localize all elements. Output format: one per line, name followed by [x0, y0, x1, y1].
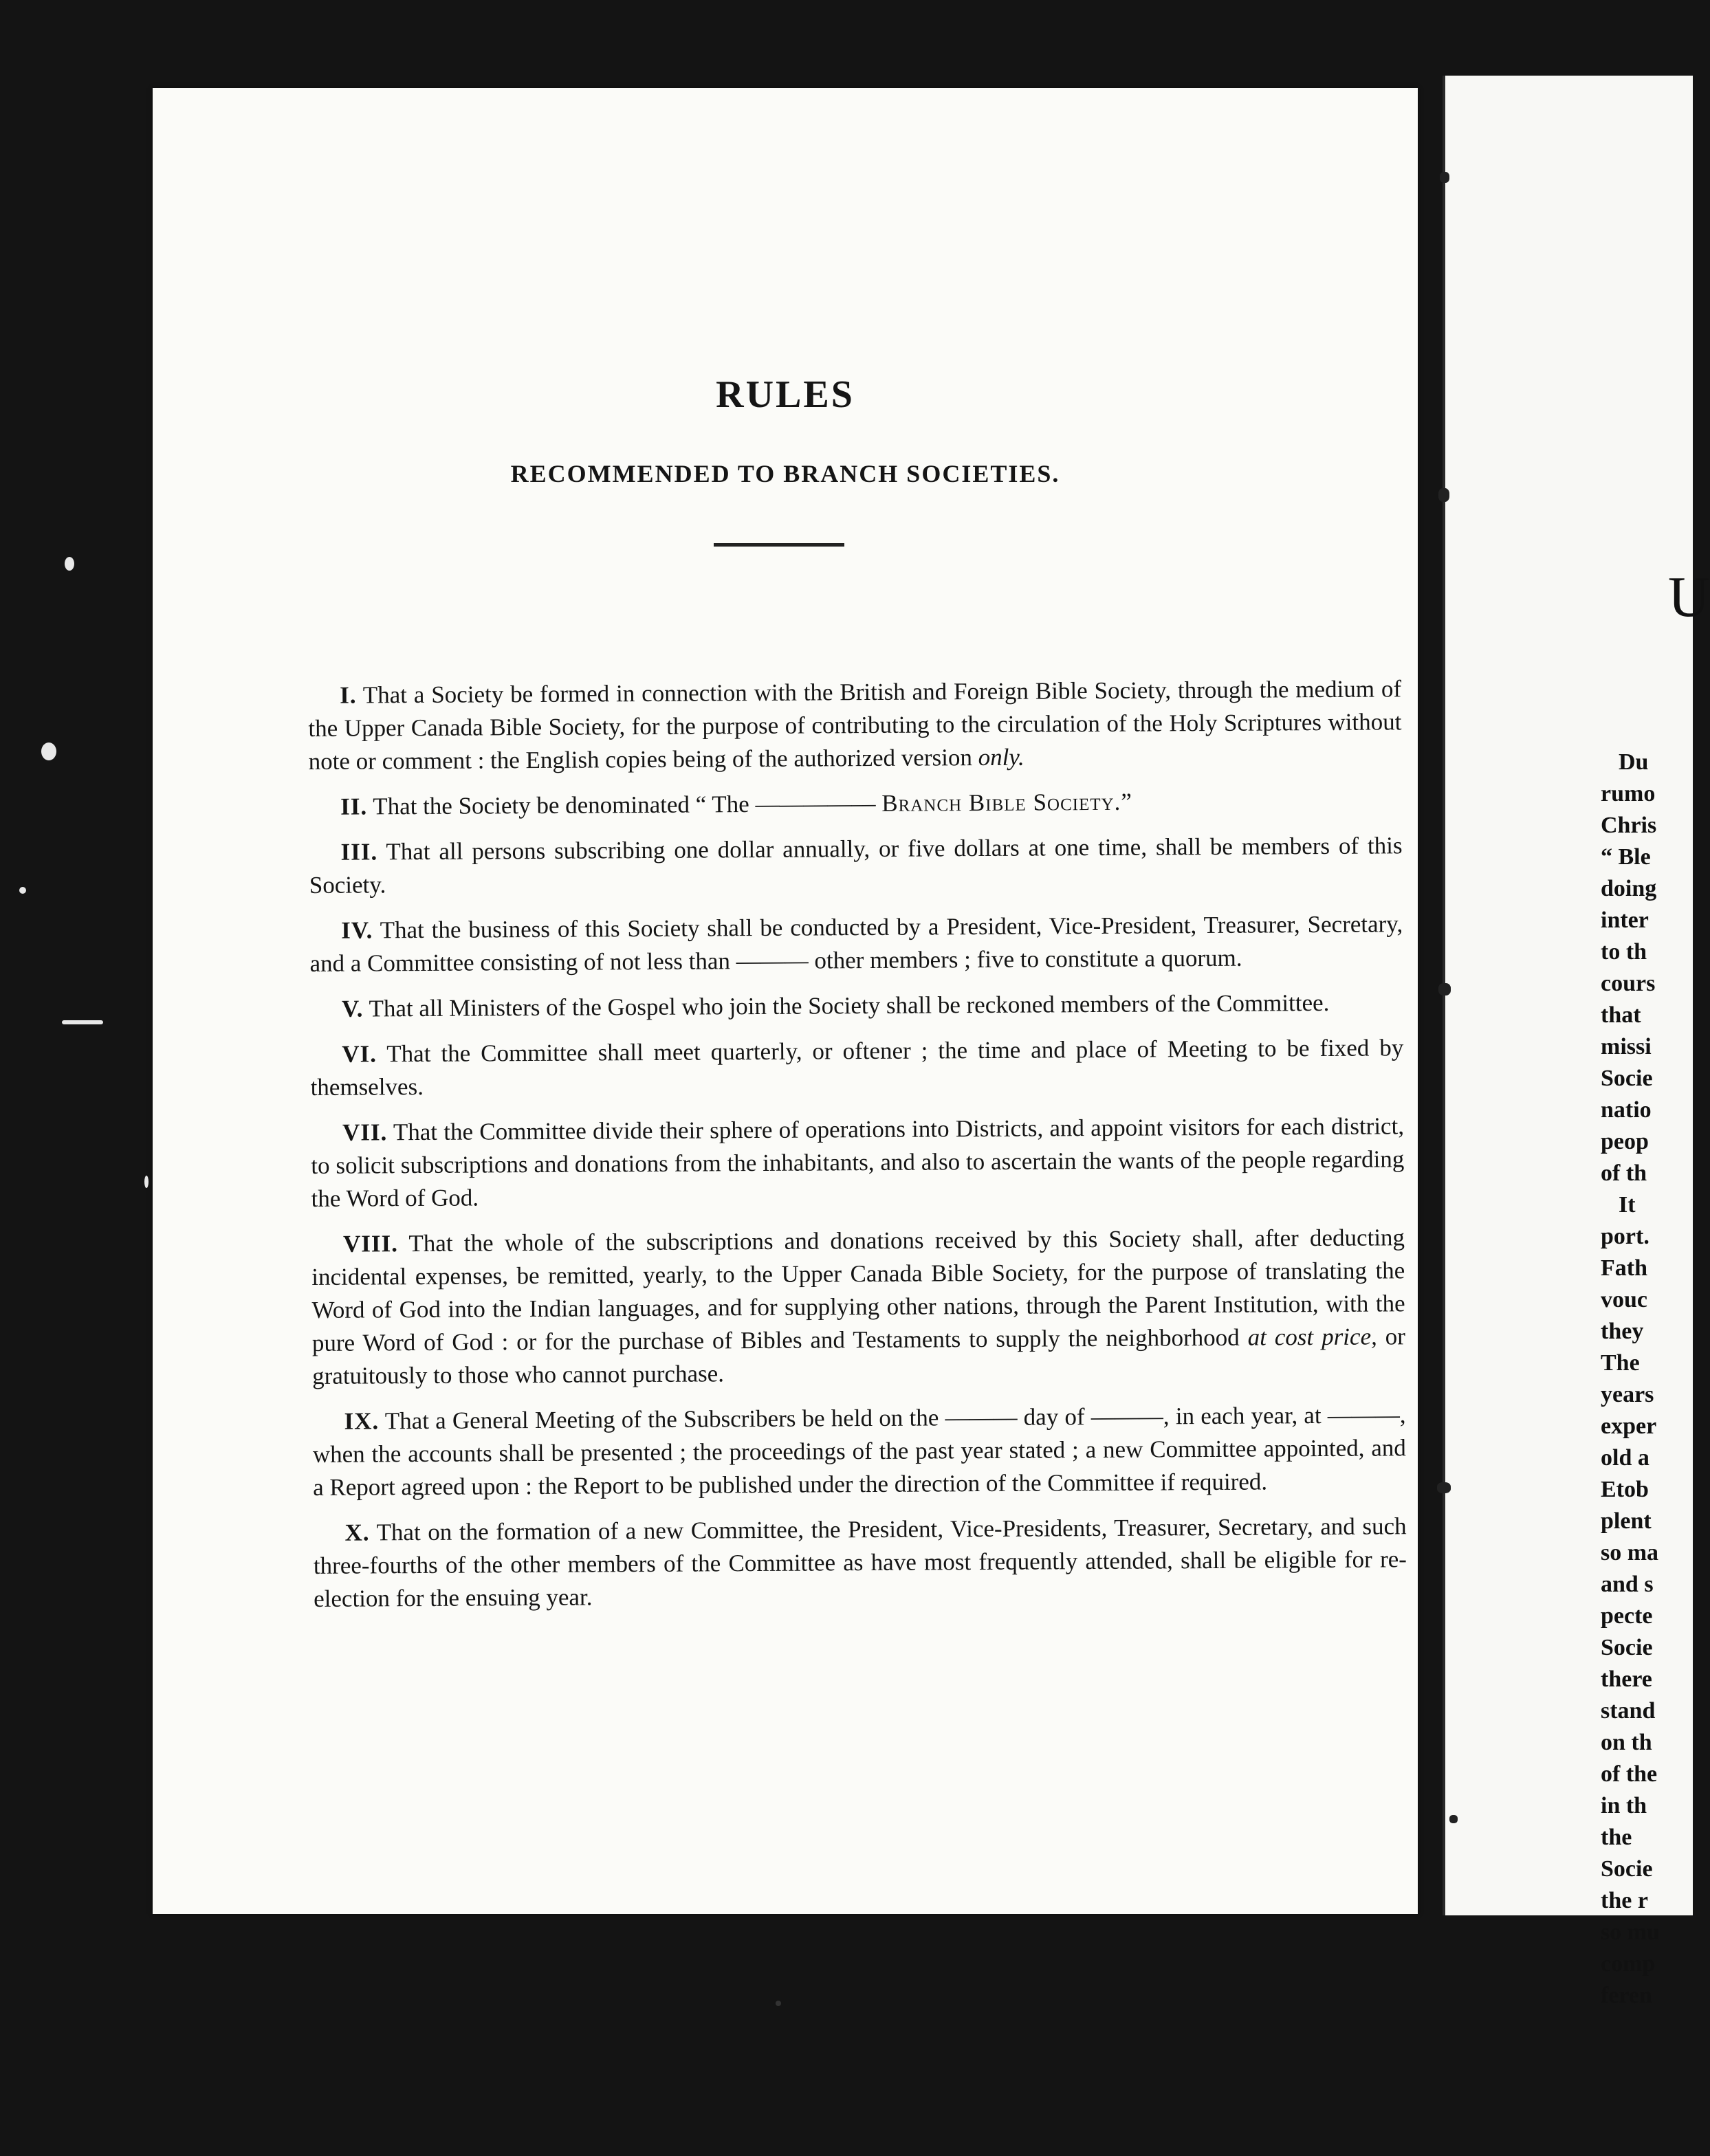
facing-line: feren: [1601, 1983, 1652, 2008]
binding-mark: [1437, 1482, 1451, 1493]
rule-text: That a Society be formed in connection with the British and Foreign Bible Society, through the medium of the Upper Canada Bible Society, for the purpose of contributing to the circulation of the Holy Scriptures without note or comment : the English copies being of the authorized version: [308, 675, 1402, 775]
rule-number: I.: [340, 681, 357, 709]
facing-line: that: [1601, 1002, 1641, 1028]
binding-mark: [1438, 983, 1451, 996]
rule-1: [308, 672, 1402, 778]
rule-number: IX.: [344, 1407, 380, 1435]
facing-line: Socie: [1601, 1066, 1653, 1091]
rule-number: III.: [340, 838, 378, 866]
rule-text: That on the formation of a new Committee, the President, Vice-Presidents, Treasurer, Secretary, and such three-fourths of the other members of the Committee as have most frequently attended, shall be eligible for re-election for the ensuing year.: [313, 1512, 1407, 1612]
facing-line: Fath: [1601, 1255, 1647, 1281]
facing-line: The: [1601, 1350, 1640, 1376]
rule-text: That a General Meeting of the Subscribers be held on the: [384, 1404, 939, 1435]
rules-list: [308, 672, 1407, 1628]
facing-line: they: [1601, 1319, 1644, 1344]
rule-text: That the whole of the subscriptions and donations received by this Society shall, after deducting incidental expenses, be remitted, yearly, to the Upper Canada Bible Society, for the purpose of translating the Word of God into the Indian languages, and for supplying other nations, through the Parent Institution, with the pure Word of God : or for the purchase of Bibles and Testaments to supply the neighborhood: [311, 1224, 1405, 1356]
facing-line: missi: [1601, 1034, 1652, 1059]
rule-emphasis: at cost price,: [1247, 1323, 1377, 1351]
rule-9: [312, 1398, 1406, 1504]
rule-8: [311, 1221, 1405, 1393]
scan-speck: [19, 887, 26, 894]
rule-7: [311, 1110, 1405, 1216]
rule-emphasis: only.: [978, 743, 1024, 771]
scan-speck: [62, 1020, 103, 1024]
blank-line: ———: [736, 947, 809, 975]
facing-line: so mu: [1601, 1920, 1660, 1945]
binding-mark: [1440, 172, 1449, 183]
facing-line: of th: [1601, 1160, 1647, 1186]
rule-3: [309, 829, 1403, 902]
facing-line: on th: [1601, 1730, 1652, 1755]
facing-line: rumo: [1601, 781, 1656, 806]
blank-line: ———: [1090, 1402, 1163, 1431]
rule-text: That all Ministers of the Gospel who join the Society shall be reckoned members of the Committee.: [369, 989, 1330, 1022]
scan-speck: [41, 742, 56, 760]
rule-number: VIII.: [342, 1230, 399, 1257]
facing-line: pecte: [1601, 1603, 1653, 1629]
facing-line: port.: [1601, 1224, 1649, 1249]
binding-mark: [1449, 1815, 1458, 1823]
facing-line: cours: [1601, 971, 1656, 996]
blank-line: ———: [1327, 1401, 1400, 1429]
rule-text: That the Society be denominated “ The: [373, 791, 749, 820]
title-divider: [714, 543, 844, 547]
facing-line: “ Ble: [1601, 844, 1651, 870]
rule-number: VI.: [342, 1040, 377, 1068]
facing-line: Chris: [1601, 813, 1657, 838]
facing-line: to th: [1601, 939, 1647, 965]
facing-page-initial: U: [1668, 565, 1710, 629]
facing-line: years: [1601, 1382, 1654, 1407]
facing-line: Du: [1619, 749, 1649, 775]
rule-text-part: day of: [1023, 1403, 1085, 1431]
rule-6: [310, 1031, 1404, 1104]
rule-10: [313, 1510, 1407, 1616]
rule-small-caps: Branch Bible Society.: [881, 788, 1121, 817]
blank-line: —————: [755, 789, 876, 818]
facing-line: the r: [1601, 1888, 1648, 1913]
facing-line: so ma: [1601, 1540, 1659, 1565]
document-page: [153, 88, 1418, 1914]
rule-number: X.: [344, 1519, 370, 1546]
rule-2: [309, 784, 1402, 824]
facing-line: peop: [1601, 1129, 1649, 1154]
rule-text: That all persons subscribing one dollar annually, or five dollars at one time, shall be members of this Society.: [309, 832, 1403, 899]
binding-mark: [1438, 488, 1449, 502]
rule-text-end: or gratuitously to those who cannot purchase.: [312, 1323, 1406, 1389]
facing-line: comp: [1601, 1951, 1656, 1977]
facing-line: Socie: [1601, 1635, 1653, 1660]
rule-4: [309, 908, 1403, 980]
facing-line: natio: [1601, 1097, 1652, 1123]
facing-line: in th: [1601, 1793, 1647, 1818]
rule-text-part: , in each year, at: [1163, 1402, 1322, 1430]
rule-number: V.: [341, 995, 364, 1022]
facing-line: vouc: [1601, 1287, 1647, 1312]
rule-number: II.: [340, 793, 368, 820]
facing-line: plent: [1601, 1508, 1652, 1534]
rule-text-end: , when the accounts shall be presented ; the proceedings of the past year stated ; a new Committee appointed, and a Report agreed upon : the Report to be published under the direction of the Committee if required.: [312, 1401, 1406, 1501]
facing-line: It: [1619, 1192, 1636, 1218]
facing-line: there: [1601, 1666, 1652, 1692]
facing-line: stand: [1601, 1698, 1656, 1724]
rule-text-end: other members ; five to constitute a quorum.: [814, 944, 1242, 974]
scan-speck: [144, 1176, 149, 1188]
scan-speck: [65, 557, 74, 571]
rule-text: That the business of this Society shall be conducted by a President, Vice-President, Treasurer, Secretary, and a Committee consisting of not less than: [309, 910, 1403, 977]
rule-5: [310, 986, 1403, 1026]
rule-text: That the Committee shall meet quarterly, or oftener ; the time and place of Meeting to be fixed by themselves.: [310, 1034, 1404, 1101]
rule-number: IV.: [341, 916, 373, 944]
rule-text: That the Committee divide their sphere of operations into Districts, and appoint visitors for each district, to solicit subscriptions and donations from the inhabitants, and also to ascertain the wants of the people regarding the Word of God.: [311, 1112, 1405, 1212]
page-subtitle: RECOMMENDED TO BRANCH SOCIETIES.: [510, 460, 1060, 487]
facing-line: Etob: [1601, 1477, 1649, 1502]
rule-text-end: ”: [1121, 788, 1132, 815]
facing-line: and s: [1601, 1572, 1654, 1597]
facing-line: old a: [1601, 1445, 1649, 1471]
facing-line: doing: [1601, 876, 1657, 901]
page-title: RULES: [716, 373, 855, 416]
page-footer-mark: [776, 2001, 781, 2006]
facing-line: the: [1601, 1825, 1632, 1850]
facing-page-text: [1601, 747, 1660, 2012]
facing-line: exper: [1601, 1414, 1657, 1439]
blank-line: ———: [945, 1403, 1018, 1431]
facing-line: of the: [1601, 1761, 1658, 1787]
facing-line: inter: [1601, 908, 1649, 933]
rule-number: VII.: [342, 1119, 388, 1146]
facing-line: Socie: [1601, 1856, 1653, 1882]
